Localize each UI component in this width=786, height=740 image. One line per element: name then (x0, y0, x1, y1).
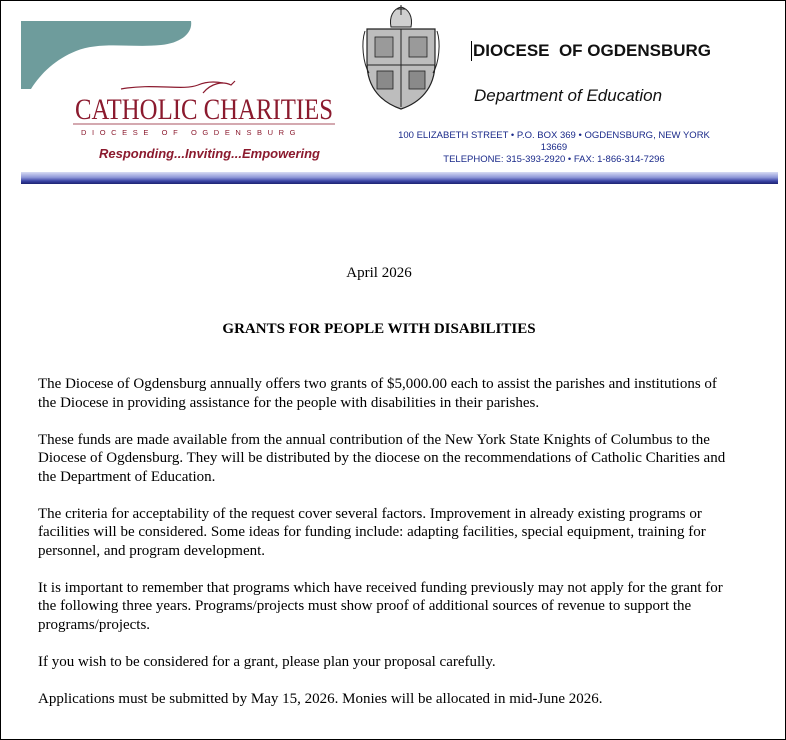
paragraph: The Diocese of Ogdensburg annually offers two grants of $5,000.00 each to assist the parishes and institutions of the Diocese in providing assistance for the people with disabilities in their parishes. (38, 376, 717, 411)
diocese-name: DIOCESE OF OGDENSBURG (473, 41, 712, 60)
phone-fax-line: TELEPHONE: 315-393-2920 • FAX: 1-866-314-7296 (443, 154, 665, 165)
paragraph: The criteria for acceptability of the request cover several factors. Improvement in already existing programs or facilities will be considered. Some ideas for funding include: adapting facilities, special equipment, training for personnel, and program development. (38, 505, 706, 559)
department-name: Department of Education (474, 86, 663, 105)
logo-text: CATHOLIC CHARITIES (75, 93, 333, 126)
contact-address (384, 130, 724, 166)
address-line: 100 ELIZABETH STREET • P.O. BOX 369 • OGDENSBURG, NEW YORK 13669 (398, 130, 710, 153)
tagline: Responding...Inviting...Empowering (99, 146, 320, 161)
header-divider (21, 172, 778, 184)
letter-body (38, 375, 738, 727)
catholic-charities-logo (73, 79, 338, 141)
logo-subtext: DIOCESE OF OGDENSBURG (81, 128, 302, 137)
paragraph: These funds are made available from the annual contribution of the New York State Knights of Columbus to the Diocese of Ogdensburg. They will be distributed by the diocese on the recommendations of Catholic Charities and the Department of Education. (38, 431, 726, 485)
paragraph: If you wish to be considered for a grant, please plan your proposal carefully. (38, 653, 496, 670)
paragraph: It is important to remember that programs which have received funding previously may not apply for the grant for the following three years. Programs/projects must show proof of additional sources of revenue to support the programs/projects. (38, 579, 723, 633)
letter-title: GRANTS FOR PEOPLE WITH DISABILITIES (222, 321, 536, 337)
paragraph: Applications must be submitted by May 15, 2026. Monies will be allocated in mid-June 2026. (38, 690, 603, 707)
letter-date: April 2026 (346, 265, 412, 281)
diocese-crest-icon (361, 3, 441, 113)
